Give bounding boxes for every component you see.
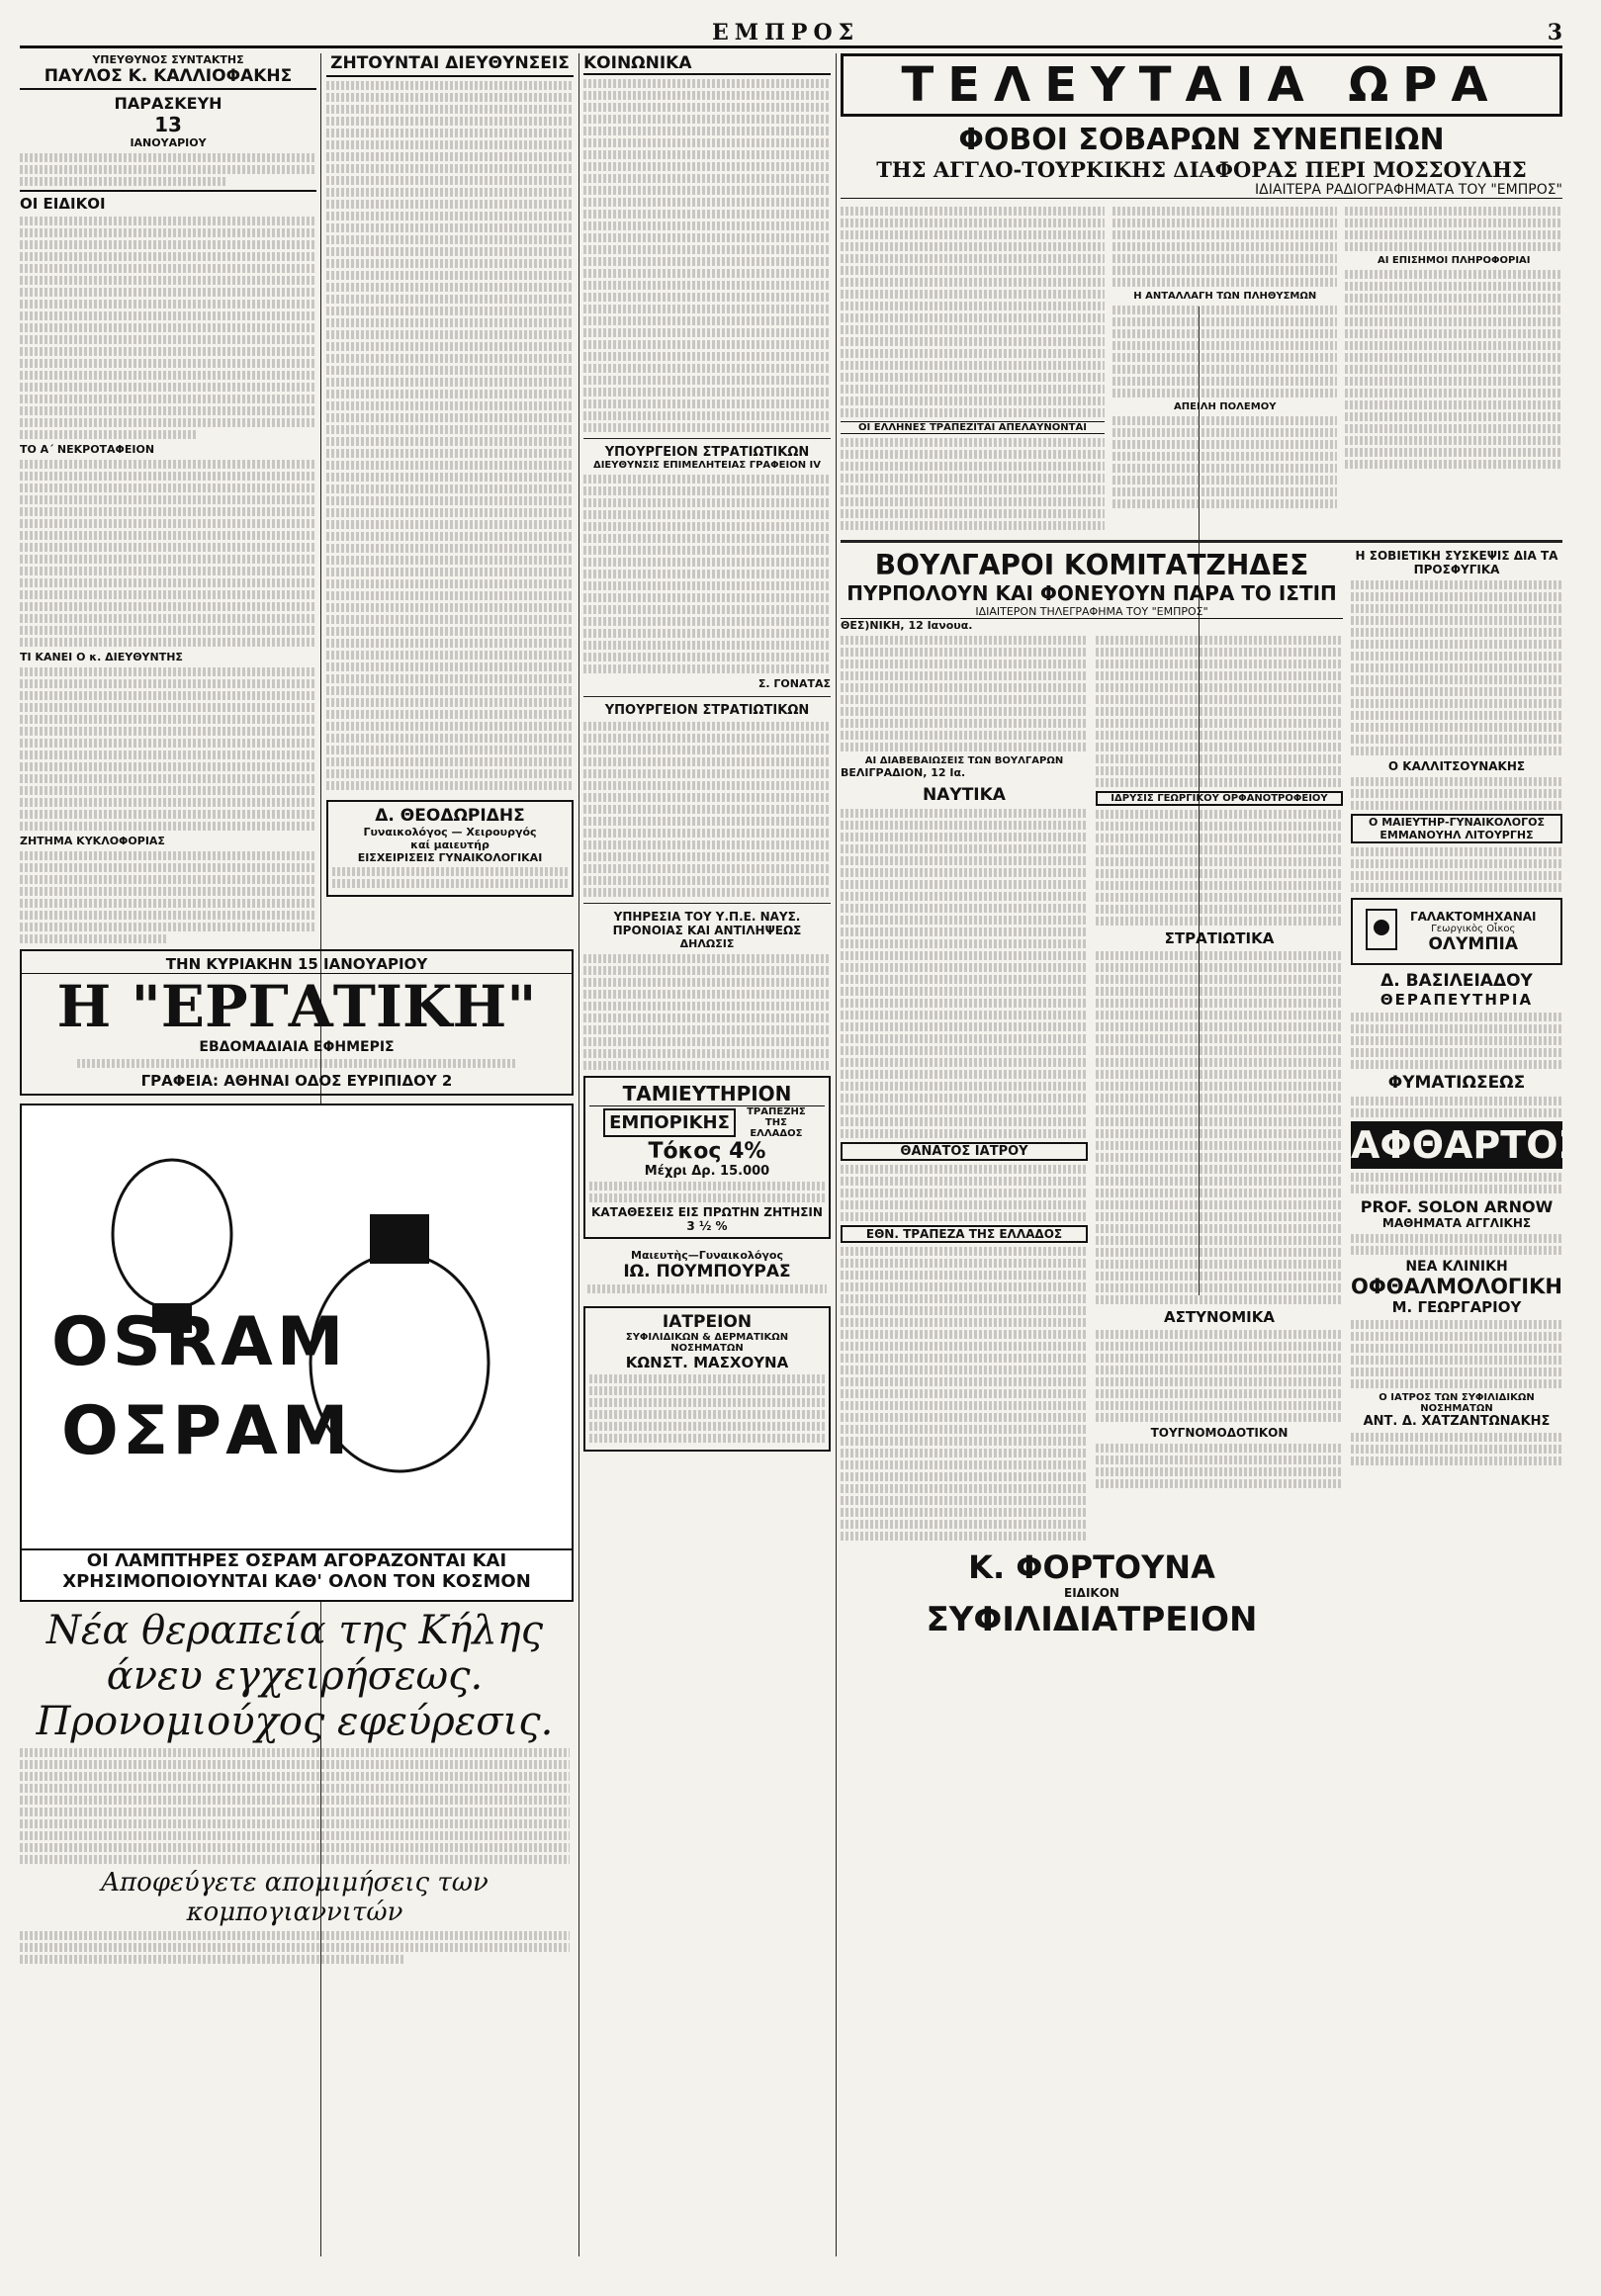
teleftaia-ora-banner: ΤΕΛΕΥΤΑΙΑ ΩΡΑ [901,57,1502,113]
zitima-title: ΖΗΤΗΜΑ ΚΥΚΛΟΦΟΡΙΑΣ [20,835,165,847]
koinonika-title: ΚΟΙΝΩΝΙΚΑ [583,53,831,75]
mathimata-title: ΜΑΘΗΜΑΤΑ ΑΓΓΛΙΚΗΣ [1381,1216,1532,1230]
theodoridis-line-2: καί μαιευτήρ [410,839,489,851]
tam-katathesis: ΚΑΤΑΘΕΣΕΙΣ ΕΙΣ ΠΡΩΤΗΝ ΖΗΤΗΣΙΝ 3 ½ % [591,1205,823,1233]
ypiresia-title: ΥΠΗΡΕΣΙΑ ΤΟΥ Υ.Π.Ε. ΝΑΥΣ. ΠΡΟΝΟΙΑΣ ΚΑΙ ΑΝΤΙΛΗΨΕΩΣ [612,910,802,937]
trapezitai-title: ΟΙ ΕΛΛΗΝΕΣ ΤΡΑΠΕΖΙΤΑΙ ΑΠΕΛΑΥΝΟΝΤΑΙ [841,421,1105,434]
news-col-c [1345,203,1562,534]
idrysis-title: ΙΔΡΥΣΙΣ ΓΕΩΡΓΙΚΟΥ ΟΡΦΑΝΟΤΡΟΦΕΙΟΥ [1096,791,1343,806]
iatreion-ad [583,1306,831,1452]
zitountai-text [326,81,574,790]
georgariou-name: Μ. ΓΕΩΡΓΑΡΙΟΥ [1391,1298,1522,1316]
kili-line-1: Νέα θεραπεία της Κήλης [45,1608,544,1653]
poumpouras-title: Μαιευτὴς—Γυναικολόγος [631,1249,783,1262]
month-label: ΙΑΝΟΥΑΡΙΟΥ [130,136,207,149]
lower-right [1351,549,1601,1639]
masthead [20,20,1562,48]
theodoridis-line-1: Γυναικολόγος — Χειρουργός [363,826,537,839]
voulgaroi-title: ΒΟΥΛΓΑΡΟΙ ΚΟΜΙΤΑΤΖΗΔΕΣ [874,549,1309,581]
kanei-title: ΤΙ ΚΑΝΕΙ Ο κ. ΔΙΕΥΘΥΝΤΗΣ [20,651,183,663]
eidikoi-text [20,217,316,439]
osram-caption: ΟΙ ΛΑΜΠΤΗΡΕΣ ΟΣΡΑΜ ΑΓΟΡΑΖΟΝΤΑΙ ΚΑΙ ΧΡΗΣΙΜΟΠΟΙΟΥΝΤΑΙ ΚΑΘ' ΟΛΟΝ ΤΟΝ ΚΟΣΜΟΝ [22,1548,572,1592]
newspaper-page [20,20,1601,2256]
olympia-ad [1351,898,1562,965]
tam-bank-2: ΤΡΑΠΕΖΗΣ ΤΗΣ ΕΛΛΑΔΟΣ [747,1106,806,1139]
column-3 [583,53,831,2256]
gonatas-sign-1: Σ. ΓΟΝΑΤΑΣ [757,677,831,690]
syskepsis-title: Η ΣΟΒΙΕΤΙΚΗ ΣΥΣΚΕΨΙΣ ΔΙΑ ΤΑ ΠΡΟΣΦΥΓΙΚΑ [1355,549,1558,576]
nea-kliniki-title: ΝΕΑ ΚΛΙΝΙΚΗ [1405,1259,1508,1275]
ergatiki-address: ΓΡΑΦΕΙΑ: ΑΘΗΝΑΙ ΟΔΟΣ ΕΥΡΙΠΙΔΟΥ 2 [140,1072,453,1090]
osram-logo-greek: ΟΣΡΑΜ [61,1392,353,1470]
episimoi-title: ΑΙ ΕΠΙΣΗΜΟΙ ΠΛΗΡΟΦΟΡΙΑΙ [1377,255,1531,266]
headline-3: ΙΔΙΑΙΤΕΡΑ ΡΑΔΙΟΓΡΑΦΗΜΑΤΑ ΤΟΥ "ΕΜΠΡΟΣ" [841,182,1562,199]
editor-name: ΠΑΥΛΟΣ Κ. ΚΑΛΛΙΟΦΑΚΗΣ [20,66,316,90]
tamieftirion-ad [583,1076,831,1239]
tam-rate: Τόκος 4% [648,1139,766,1164]
olympia-name: ΟΛΥΜΠΙΑ [1428,933,1519,954]
editor-label: ΥΠΕΥΘΥΝΟΣ ΣΥΝΤΑΚΤΗΣ [92,53,244,66]
voulgaroi-dateline: ΘΕΣ)ΝΙΚΗ, 12 Ιανουα. [841,619,973,632]
fymatioseos-title: ΦΥΜΑΤΙΩΣΕΩΣ [1387,1073,1526,1093]
astinomika-title: ΑΣΤΥΝΟΜΙΚΑ [1164,1308,1275,1326]
page-number: 3 [1547,20,1562,45]
tougnomodotikon-title: ΤΟΥΓΝΟΜΟΔΟΤΙΚΟΝ [1150,1426,1289,1440]
ergatiki-subtitle: ΕΒΔΟΜΑΔΙΑΙΑ ΕΦΗΜΕΡΙΣ [199,1039,395,1055]
column-2 [326,53,574,2256]
dilosis-title: ΔΗΛΩΣΙΣ [679,937,735,950]
fortouna-sub: ΕΙΔΙΚΟΝ [1064,1586,1119,1600]
headline-1: ΦΟΒΟΙ ΣΟΒΑΡΩΝ ΣΥΝΕΠΕΙΩΝ [958,123,1445,157]
lower-left [841,549,1343,1639]
zitountai-title: ΖΗΤΟΥΝΤΑΙ ΔΙΕΥΘΥΝΣΕΙΣ [326,53,574,77]
nautika-title: ΝΑΥΤΙΚΑ [923,785,1006,805]
theodoridis-name: Δ. ΘΕΟΔΩΡΙΔΗΣ [375,806,525,826]
theodoridis-line-3: ΕΙΣΧΕΙΡΙΣΕΙΣ ΓΥΝΑΙΚΟΛΟΓΙΚΑΙ [357,851,543,864]
newspaper-name: ΕΜΠΡΟΣ [712,20,860,45]
ypourgeion-1-sub: ΔΙΕΥΘΥΝΣΙΣ ΕΠΙΜΕΛΗΤΕΙΑΣ ΓΡΑΦΕΙΟΝ IV [592,460,822,471]
milk-machine-icon [1357,904,1406,959]
diavevaioseis-title: ΑΙ ΔΙΑΒΕΒΑΙΩΣΕΙΣ ΤΩΝ ΒΟΥΛΓΑΡΩΝ [864,755,1064,766]
arnow-name: PROF. SOLON ARNOW [1360,1197,1554,1216]
vasileiadou-name: Δ. ΒΑΣΙΛΕΙΑΔΟΥ [1380,971,1533,991]
apeili-title: ΑΠΕΙΛΗ ΠΟΛΕΜΟΥ [1174,401,1277,412]
theodoridis-ad [326,800,574,897]
xatzantonakis-title: Ο ΙΑΤΡΟΣ ΤΩΝ ΣΥΦΙΛΙΔΙΚΩΝ ΝΟΣΗΜΑΤΩΝ [1379,1392,1535,1414]
fortouna-title: ΣΥΦΙΛΙΔΙΑΤΡΕΙΟΝ [926,1600,1258,1639]
column-4 [841,53,1601,2256]
banner-box [841,53,1562,117]
afthartos-title: ΑΦΘΑΡΤΟΣ! [1351,1123,1601,1167]
ofthalmologiki-title: ΟΦΘΑΛΜΟΛΟΓΙΚΗ [1351,1275,1562,1298]
fortouna-name: Κ. ΦΟΡΤΟΥΝΑ [968,1548,1215,1586]
voulgaroi-source: ΙΔΙΑΙΤΕΡΟΝ ΤΗΛΕΓΡΑΦΗΜΑ ΤΟΥ "ΕΜΠΡΟΣ" [841,605,1343,619]
fortouna-ad [841,1548,1343,1639]
tam-bank: ΕΜΠΟΡΙΚΗΣ [603,1108,736,1137]
vasileiadou-title: ΘΕΡΑΠΕΥΤΗΡΙΑ [1379,991,1534,1009]
ergatiki-date: ΤΗΝ ΚΥΡΙΑΚΗΝ 15 ΙΑΝΟΥΑΡΙΟΥ [22,955,572,974]
olympia-title: ΓΑΛΑΚΤΟΜΗΧΑΝΑΙ [1410,909,1537,924]
kili-line-2: άνευ εγχειρήσεως. [106,1653,484,1699]
osram-logo-latin: OSRAM [51,1303,348,1381]
iatreion-title: ΙΑΤΡΕΙΟΝ [662,1312,753,1332]
xatzantonakis-name: ΑΝΤ. Δ. ΧΑΤΖΑΝΤΩΝΑΚΗΣ [1363,1414,1551,1429]
tamieftirion-title: ΤΑΜΙΕΥΤΗΡΙΟΝ [589,1082,825,1106]
liturgis-title: Ο ΜΑΙΕΥΤΗΡ-ΓΥΝΑΙΚΟΛΟΓΟΣ ΕΜΜΑΝΟΥΗΛ ΛΙΤΟΥΡΓΗΣ [1351,814,1562,843]
thanatos-title: ΘΑΝΑΤΟΣ ΙΑΤΡΟΥ [841,1142,1088,1161]
voulgaroi-sub: ΠΥΡΠΟΛΟΥΝ ΚΑΙ ΦΟΝΕΥΟΥΝ ΠΑΡΑ ΤΟ ΙΣΤΙΠ [846,581,1337,605]
olympia-sub: Γεωργικὸς Οἶκος [1431,923,1516,934]
ypourgeion-1-title: ΥΠΟΥΡΓΕΙΟΝ ΣΤΡΑΤΙΩΤΙΚΩΝ [604,445,810,460]
ypourgeion-2-title: ΥΠΟΥΡΓΕΙΟΝ ΣΤΡΑΤΙΩΤΙΚΩΝ [604,703,810,718]
ergatiki-title: Η "ΕΡΓΑΤΙΚΗ" [56,973,537,1040]
news-col-b [1112,203,1337,534]
eidikoi-title: ΟΙ ΕΙΔΙΚΟΙ [20,190,316,213]
poumpouras-ad [583,1245,831,1300]
news-col-a [841,203,1105,534]
nekrotafeion-title: ΤΟ Α΄ ΝΕΚΡΟΤΑΦΕΙΟΝ [20,443,155,456]
iatreion-sub: ΣΥΦΙΛΙΔΙΚΩΝ & ΔΕΡΜΑΤΙΚΩΝ ΝΟΣΗΜΑΤΩΝ [625,1332,789,1354]
kili-bottom: Αποφεύγετε απομιμήσεις των κομπογιαννιτών [101,1868,489,1927]
iatreion-name: ΚΩΝΣΤ. ΜΑΣΧΟΥΝΑ [625,1354,789,1371]
tam-max: Μέχρι Δρ. 15.000 [644,1164,770,1179]
date-number: 13 [154,113,182,136]
headline-2: ΤΗΣ ΑΓΓΛΟ-ΤΟΥΡΚΙΚΗΣ ΔΙΑΦΟΡΑΣ ΠΕΡΙ ΜΟΣΣΟΥΛΗΣ [876,157,1527,182]
stratiotika-title: ΣΤΡΑΤΙΩΤΙΚΑ [1164,929,1275,947]
kallitsounakis-title: Ο ΚΑΛΛΙΤΣΟΥΝΑΚΗΣ [1387,759,1526,773]
poumpouras-name: ΙΩ. ΠΟΥΜΠΟΥΡΑΣ [623,1262,791,1281]
antallagi-title: Η ΑΝΤΑΛΛΑΓΗ ΤΩΝ ΠΛΗΘΥΣΜΩΝ [1133,291,1317,302]
kili-line-3: Προνομιούχος εφεύρεσις. [36,1699,554,1744]
veligradion-dateline: ΒΕΛΙΓΡΑΔΙΟΝ, 12 Ια. [841,766,966,779]
day-label: ΠΑΡΑΣΚΕΥΗ [114,94,222,113]
ethniki-title: ΕΘΝ. ΤΡΑΠΕΖΑ ΤΗΣ ΕΛΛΑΔΟΣ [841,1225,1088,1243]
